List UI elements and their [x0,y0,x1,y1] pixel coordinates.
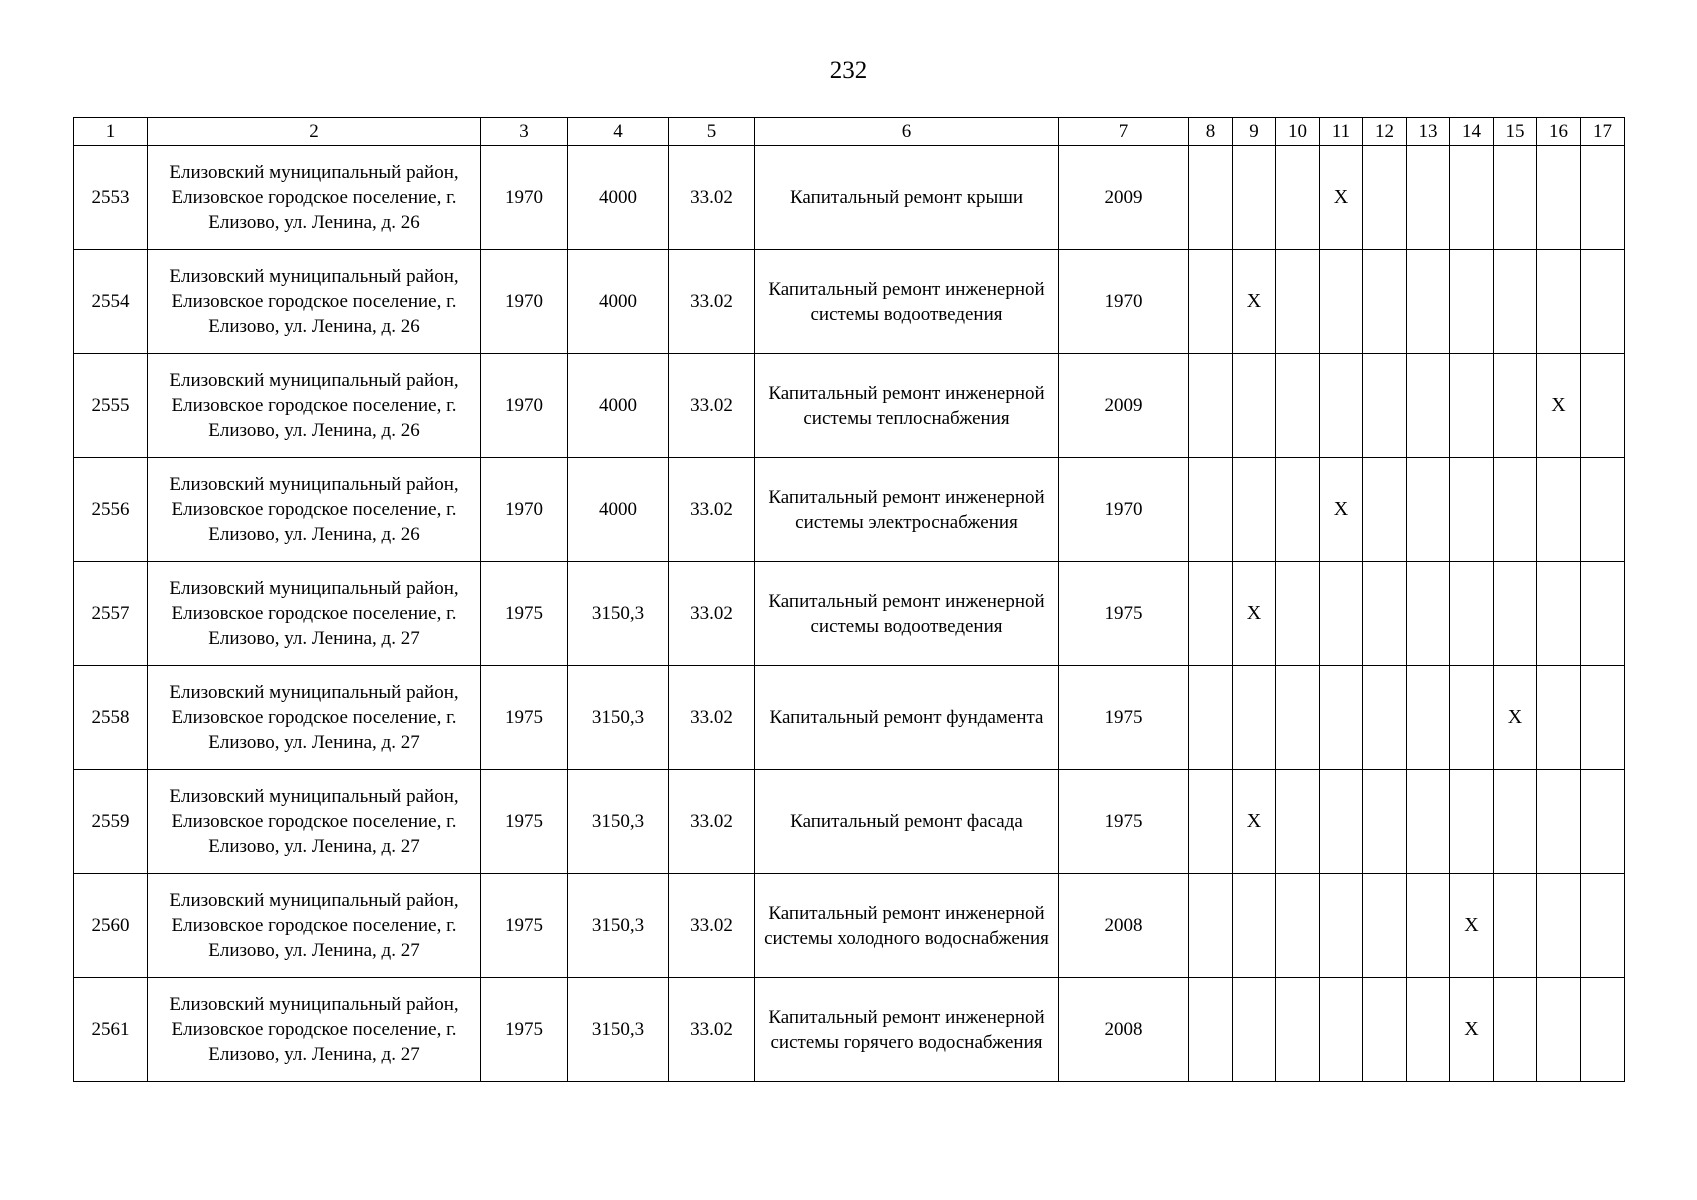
year-cell: 2009 [1059,146,1189,250]
mark-cell-col-17 [1581,666,1625,770]
mark-cell-col-10 [1276,354,1320,458]
area-cell: 3150,3 [568,874,669,978]
mark-cell-col-16 [1537,666,1581,770]
mark-cell-col-16 [1537,458,1581,562]
year-cell: 1970 [1059,250,1189,354]
mark-cell-col-16 [1537,146,1581,250]
column-header: 12 [1363,118,1407,146]
column-header: 15 [1494,118,1537,146]
mark-cell-col-13 [1407,354,1450,458]
mark-cell-col-12 [1363,770,1407,874]
column-header: 2 [148,118,481,146]
mark-cell-col-12 [1363,250,1407,354]
year-cell: 1975 [1059,770,1189,874]
table-row [74,354,1625,458]
address-cell: Елизовский муниципальный район, Елизовское городское поселение, г. Елизово, ул. Ленина, д. 27 [148,874,481,978]
year-cell: 2009 [1059,354,1189,458]
mark-cell-col-15 [1494,146,1537,250]
mark-cell-col-8 [1189,354,1233,458]
mark-cell-col-13 [1407,250,1450,354]
column-header: 1 [74,118,148,146]
code-cell: 33.02 [669,978,755,1082]
mark-cell-col-15 [1494,250,1537,354]
table-row [74,250,1625,354]
work-type-cell: Капитальный ремонт инженерной системы водоотведения [755,562,1059,666]
row-number: 2561 [74,978,148,1082]
register-table [73,117,1625,1082]
column-header: 3 [481,118,568,146]
row-number: 2555 [74,354,148,458]
area-cell: 3150,3 [568,770,669,874]
year-built-cell: 1970 [481,458,568,562]
work-type-cell: Капитальный ремонт фасада [755,770,1059,874]
area-cell: 4000 [568,458,669,562]
year-built-cell: 1970 [481,146,568,250]
year-built-cell: 1970 [481,250,568,354]
row-number: 2560 [74,874,148,978]
column-header: 4 [568,118,669,146]
mark-cell-col-17 [1581,978,1625,1082]
code-cell: 33.02 [669,562,755,666]
year-cell: 1970 [1059,458,1189,562]
year-built-cell: 1970 [481,354,568,458]
mark-cell-col-8 [1189,458,1233,562]
mark-cell-col-16 [1537,562,1581,666]
column-header: 8 [1189,118,1233,146]
mark-cell-col-8 [1189,978,1233,1082]
mark-cell-col-14 [1450,250,1494,354]
column-header: 17 [1581,118,1625,146]
area-cell: 4000 [568,146,669,250]
mark-cell-col-15 [1494,458,1537,562]
code-cell: 33.02 [669,874,755,978]
area-cell: 4000 [568,354,669,458]
mark-cell-col-17 [1581,562,1625,666]
mark-cell-col-10 [1276,250,1320,354]
work-type-cell: Капитальный ремонт фундамента [755,666,1059,770]
mark-cell-col-8 [1189,562,1233,666]
work-type-cell: Капитальный ремонт инженерной системы горячего водоснабжения [755,978,1059,1082]
mark-cell-col-14: X [1450,874,1494,978]
mark-cell-col-17 [1581,770,1625,874]
year-built-cell: 1975 [481,978,568,1082]
mark-cell-col-13 [1407,978,1450,1082]
mark-cell-col-14: X [1450,978,1494,1082]
mark-cell-col-14 [1450,458,1494,562]
mark-cell-col-11 [1320,354,1363,458]
code-cell: 33.02 [669,770,755,874]
area-cell: 3150,3 [568,666,669,770]
column-header: 16 [1537,118,1581,146]
mark-cell-col-16 [1537,770,1581,874]
mark-cell-col-15 [1494,770,1537,874]
mark-cell-col-15 [1494,354,1537,458]
mark-cell-col-8 [1189,666,1233,770]
mark-cell-col-14 [1450,146,1494,250]
table-header [74,118,1625,146]
page-number: 232 [829,57,868,84]
mark-cell-col-15 [1494,562,1537,666]
mark-cell-col-16: X [1537,354,1581,458]
table-row [74,874,1625,978]
year-cell: 1975 [1059,666,1189,770]
year-built-cell: 1975 [481,666,568,770]
mark-cell-col-14 [1450,354,1494,458]
mark-cell-col-12 [1363,874,1407,978]
mark-cell-col-12 [1363,666,1407,770]
mark-cell-col-9 [1233,978,1276,1082]
column-header: 13 [1407,118,1450,146]
table-row [74,458,1625,562]
area-cell: 4000 [568,250,669,354]
year-cell: 1975 [1059,562,1189,666]
mark-cell-col-8 [1189,770,1233,874]
header-row [74,118,1625,146]
mark-cell-col-10 [1276,666,1320,770]
work-type-cell: Капитальный ремонт крыши [755,146,1059,250]
mark-cell-col-17 [1581,458,1625,562]
mark-cell-col-9 [1233,666,1276,770]
mark-cell-col-13 [1407,666,1450,770]
work-type-cell: Капитальный ремонт инженерной системы холодного водоснабжения [755,874,1059,978]
mark-cell-col-13 [1407,146,1450,250]
year-built-cell: 1975 [481,562,568,666]
mark-cell-col-12 [1363,562,1407,666]
mark-cell-col-11 [1320,666,1363,770]
mark-cell-col-8 [1189,250,1233,354]
column-header: 14 [1450,118,1494,146]
mark-cell-col-17 [1581,250,1625,354]
mark-cell-col-10 [1276,562,1320,666]
mark-cell-col-10 [1276,874,1320,978]
mark-cell-col-9 [1233,146,1276,250]
table-row [74,666,1625,770]
mark-cell-col-14 [1450,562,1494,666]
mark-cell-col-12 [1363,978,1407,1082]
year-cell: 2008 [1059,874,1189,978]
mark-cell-col-9 [1233,458,1276,562]
mark-cell-col-15: X [1494,666,1537,770]
column-header: 7 [1059,118,1189,146]
mark-cell-col-8 [1189,874,1233,978]
address-cell: Елизовский муниципальный район, Елизовское городское поселение, г. Елизово, ул. Ленина, д. 27 [148,562,481,666]
work-type-cell: Капитальный ремонт инженерной системы электроснабжения [755,458,1059,562]
mark-cell-col-10 [1276,458,1320,562]
mark-cell-col-11: X [1320,146,1363,250]
mark-cell-col-14 [1450,666,1494,770]
address-cell: Елизовский муниципальный район, Елизовское городское поселение, г. Елизово, ул. Ленина, д. 26 [148,458,481,562]
area-cell: 3150,3 [568,978,669,1082]
row-number: 2558 [74,666,148,770]
code-cell: 33.02 [669,146,755,250]
mark-cell-col-13 [1407,562,1450,666]
mark-cell-col-9: X [1233,770,1276,874]
mark-cell-col-10 [1276,978,1320,1082]
address-cell: Елизовский муниципальный район, Елизовское городское поселение, г. Елизово, ул. Ленина, д. 27 [148,666,481,770]
address-cell: Елизовский муниципальный район, Елизовское городское поселение, г. Елизово, ул. Ленина, д. 26 [148,146,481,250]
table-body [74,146,1625,1082]
address-cell: Елизовский муниципальный район, Елизовское городское поселение, г. Елизово, ул. Ленина, д. 26 [148,250,481,354]
mark-cell-col-10 [1276,146,1320,250]
row-number: 2554 [74,250,148,354]
mark-cell-col-11 [1320,250,1363,354]
mark-cell-col-17 [1581,354,1625,458]
mark-cell-col-9 [1233,874,1276,978]
year-built-cell: 1975 [481,770,568,874]
mark-cell-col-11 [1320,874,1363,978]
column-header: 10 [1276,118,1320,146]
mark-cell-col-15 [1494,874,1537,978]
mark-cell-col-9: X [1233,250,1276,354]
mark-cell-col-16 [1537,978,1581,1082]
row-number: 2553 [74,146,148,250]
mark-cell-col-11 [1320,978,1363,1082]
table-row [74,770,1625,874]
code-cell: 33.02 [669,354,755,458]
table-row [74,146,1625,250]
column-header: 5 [669,118,755,146]
area-cell: 3150,3 [568,562,669,666]
work-type-cell: Капитальный ремонт инженерной системы теплоснабжения [755,354,1059,458]
row-number: 2559 [74,770,148,874]
address-cell: Елизовский муниципальный район, Елизовское городское поселение, г. Елизово, ул. Ленина, д. 27 [148,770,481,874]
mark-cell-col-12 [1363,458,1407,562]
mark-cell-col-9: X [1233,562,1276,666]
mark-cell-col-12 [1363,354,1407,458]
code-cell: 33.02 [669,666,755,770]
mark-cell-col-10 [1276,770,1320,874]
address-cell: Елизовский муниципальный район, Елизовское городское поселение, г. Елизово, ул. Ленина, д. 26 [148,354,481,458]
table-row [74,562,1625,666]
mark-cell-col-13 [1407,770,1450,874]
year-cell: 2008 [1059,978,1189,1082]
mark-cell-col-12 [1363,146,1407,250]
mark-cell-col-11: X [1320,458,1363,562]
address-cell: Елизовский муниципальный район, Елизовское городское поселение, г. Елизово, ул. Ленина, д. 27 [148,978,481,1082]
mark-cell-col-8 [1189,146,1233,250]
mark-cell-col-15 [1494,978,1537,1082]
mark-cell-col-9 [1233,354,1276,458]
mark-cell-col-13 [1407,874,1450,978]
mark-cell-col-16 [1537,250,1581,354]
mark-cell-col-16 [1537,874,1581,978]
year-built-cell: 1975 [481,874,568,978]
column-header: 6 [755,118,1059,146]
mark-cell-col-11 [1320,770,1363,874]
row-number: 2556 [74,458,148,562]
column-header: 9 [1233,118,1276,146]
code-cell: 33.02 [669,458,755,562]
table-row [74,978,1625,1082]
work-type-cell: Капитальный ремонт инженерной системы водоотведения [755,250,1059,354]
code-cell: 33.02 [669,250,755,354]
row-number: 2557 [74,562,148,666]
mark-cell-col-11 [1320,562,1363,666]
column-header: 11 [1320,118,1363,146]
mark-cell-col-17 [1581,874,1625,978]
mark-cell-col-13 [1407,458,1450,562]
mark-cell-col-14 [1450,770,1494,874]
mark-cell-col-17 [1581,146,1625,250]
